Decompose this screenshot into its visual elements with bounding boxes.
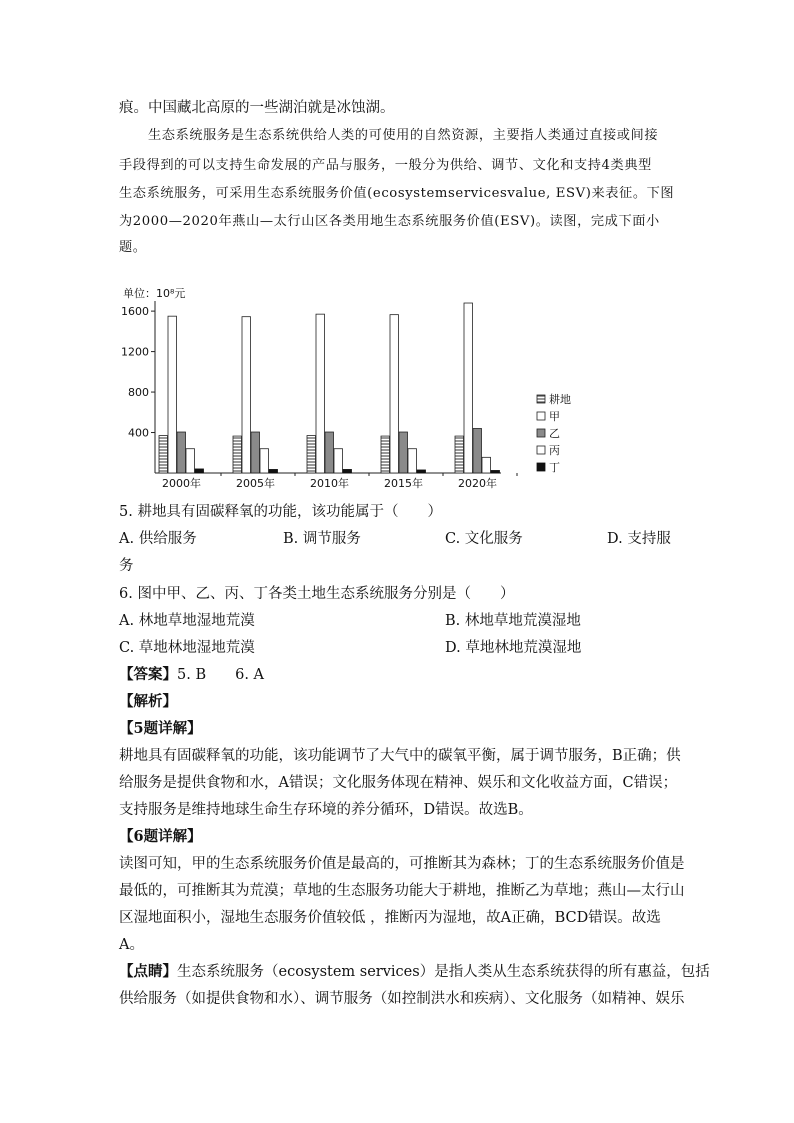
answer-tag: 【答案】 (119, 666, 177, 683)
bar-丙-2020年 (482, 457, 491, 473)
x-tick-label: 2005年 (236, 477, 275, 490)
intro-line-0: 痕。中国藏北高原的一些湖泊就是冰蚀湖。 (119, 100, 395, 116)
detail5-line-2: 给服务是提供食物和水，A错误；文化服务体现在精神、娱乐和文化收益方面，C错误； (119, 775, 678, 791)
legend-label-甲: 甲 (549, 410, 560, 423)
answer-line (119, 663, 264, 684)
bar-乙-2010年 (325, 432, 334, 473)
q5-option-b[interactable]: B. 调节服务 (283, 531, 361, 547)
detail6-line-1: 读图可知，甲的生态系统服务价值是最高的，可推断其为森林；丁的生态系统服务价值是 (119, 856, 685, 872)
analysis-tag: 【解析】 (119, 693, 177, 710)
detail6-tag: 【6题详解】 (119, 828, 202, 845)
bar-乙-2000年 (177, 432, 186, 473)
bar-丙-2000年 (186, 449, 195, 473)
q5-option-d-wrap: 务 (119, 558, 134, 574)
note-tag: 【点睛】 (119, 963, 177, 980)
bar-乙-2020年 (473, 428, 482, 473)
detail6-line-4: A。 (119, 937, 144, 953)
bar-甲-2005年 (242, 317, 251, 473)
q6-stem: 6. 图中甲、乙、丙、丁各类土地生态系统服务分别是（ ） (119, 586, 515, 602)
bar-丁-2020年 (491, 470, 500, 473)
y-tick-label: 400 (128, 426, 149, 440)
y-tick-label: 1600 (121, 305, 149, 319)
x-tick-label: 2010年 (310, 477, 349, 490)
q6-option-d[interactable]: D. 草地林地荒漠湿地 (445, 640, 582, 656)
intro-line-1: 生态系统服务是生态系统供给人类的可使用的自然资源，主要指人类通过直接或间接 (148, 128, 659, 143)
note-line-2: 供给服务（如提供食物和水）、调节服务（如控制洪水和疾病）、文化服务（如精神、娱乐 (119, 991, 685, 1007)
bar-甲-2015年 (390, 315, 399, 473)
q6-option-a[interactable]: A. 林地草地湿地荒漠 (119, 613, 255, 629)
intro-line-5: 题。 (119, 240, 147, 255)
bar-耕地-2010年 (307, 436, 316, 473)
bar-丁-2010年 (343, 469, 352, 473)
q5-option-c[interactable]: C. 文化服务 (445, 531, 523, 547)
legend-label-丙: 丙 (549, 444, 560, 457)
bar-甲-2010年 (316, 314, 325, 473)
legend-label-乙: 乙 (549, 427, 560, 440)
bar-丙-2015年 (408, 449, 417, 473)
bar-耕地-2000年 (159, 436, 168, 473)
bar-乙-2015年 (399, 432, 408, 473)
bar-丁-2000年 (195, 469, 204, 473)
legend-swatch-耕地 (537, 395, 545, 403)
bar-丙-2010年 (334, 449, 343, 473)
esv-bar-chart (119, 281, 599, 496)
intro-line-4: 为2000—2020年燕山—太行山区各类用地生态系统服务价值(ESV)。读图，完成下面小 (119, 214, 660, 229)
x-tick-label: 2020年 (458, 477, 497, 490)
y-tick-label: 800 (128, 386, 149, 400)
legend-swatch-丙 (537, 446, 545, 454)
bar-乙-2005年 (251, 432, 260, 473)
x-tick-label: 2000年 (162, 477, 201, 490)
chart-unit-label: 单位：10⁸元 (123, 287, 186, 300)
q6-option-b[interactable]: B. 林地草地荒漠湿地 (445, 613, 581, 629)
legend-label-丁: 丁 (549, 461, 560, 474)
legend-swatch-乙 (537, 429, 545, 437)
bar-甲-2000年 (168, 316, 177, 473)
bar-丙-2005年 (260, 449, 269, 473)
bar-丁-2005年 (269, 469, 278, 473)
detail5-line-1: 耕地具有固碳释氧的功能，该功能调节了大气中的碳氧平衡，属于调节服务，B正确；供 (119, 748, 681, 764)
detail5-line-3: 支持服务是维持地球生命生存环境的养分循环，D错误。故选B。 (119, 802, 533, 818)
note-text-1: 生态系统服务（ecosystem services）是指人类从生态系统获得的所有惠益，包括 (177, 964, 710, 980)
q5-option-d[interactable]: D. 支持服 (607, 531, 671, 547)
y-tick-label: 1200 (121, 345, 149, 359)
answer-text: 5. B 6. A (177, 667, 265, 683)
legend-swatch-甲 (537, 412, 545, 420)
detail6-line-2: 最低的，可推断其为荒漠；草地的生态服务功能大于耕地，推断乙为草地；燕山—太行山 (119, 883, 685, 899)
bar-耕地-2015年 (381, 436, 390, 473)
intro-line-2: 手段得到的可以支持生命发展的产品与服务，一般分为供给、调节、文化和支持4类典型 (119, 158, 652, 173)
legend-swatch-丁 (537, 463, 545, 471)
q6-option-c[interactable]: C. 草地林地湿地荒漠 (119, 640, 255, 656)
bar-丁-2015年 (417, 470, 426, 473)
detail6-line-3: 区湿地面积小，湿地生态服务价值较低 ，推断丙为湿地，故A正确，BCD错误。故选 (119, 910, 661, 926)
intro-line-3: 生态系统服务，可采用生态系统服务价值(ecosystemservicesvalue, ESV)来表征。下图 (119, 186, 675, 201)
note-line-1 (119, 960, 710, 981)
bar-甲-2020年 (464, 303, 473, 473)
q5-option-a[interactable]: A. 供给服务 (119, 531, 197, 547)
detail5-tag: 【5题详解】 (119, 720, 202, 737)
bar-耕地-2020年 (455, 436, 464, 473)
bar-耕地-2005年 (233, 436, 242, 473)
q5-stem: 5. 耕地具有固碳释氧的功能，该功能属于（ ） (119, 504, 442, 520)
legend-label-耕地: 耕地 (549, 393, 571, 406)
x-tick-label: 2015年 (384, 477, 423, 490)
